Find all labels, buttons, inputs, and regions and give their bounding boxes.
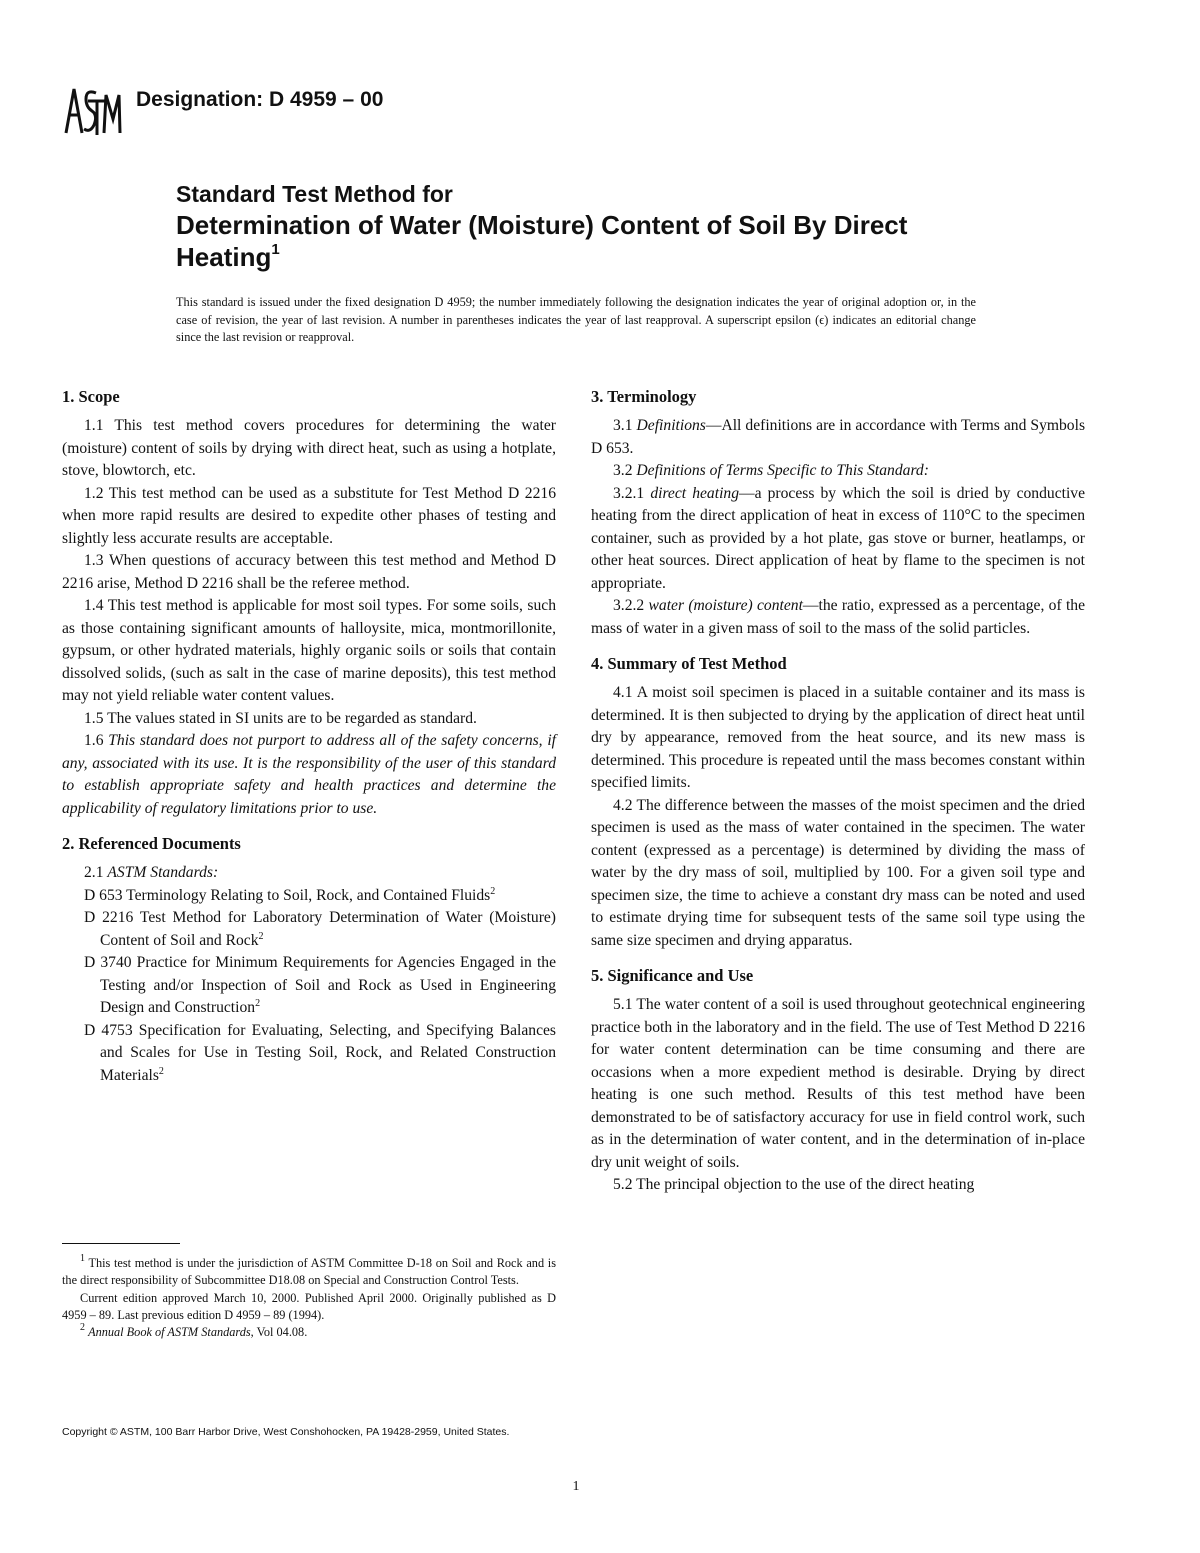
- section-heading-summary: 4. Summary of Test Method: [591, 654, 787, 673]
- paragraph-1-3: 1.3 When questions of accuracy between this test method and Method D 2216 arise, Method D 2216 shall be the referee method.: [62, 552, 556, 592]
- reference-text: D 2216 Test Method for Laboratory Determination of Water (Moisture) Content of Soil and Rock: [84, 909, 556, 949]
- title-main: [176, 209, 1136, 273]
- paragraph-1-6-text: This standard does not purport to address all of the safety concerns, if any, associated with its use. It is the responsibility of the user of this standard to establish appropriate safety and health practices and determine the applicability of regulatory limitations prior to use.: [62, 732, 556, 817]
- paragraph-3-2-2-number: 3.2.2: [613, 597, 649, 614]
- standard-notice: This standard is issued under the fixed designation D 4959; the number immediately following the designation indicates the year of original adoption or, in the case of revision, the year of last revision. A number in parentheses indicates the year of last reapproval. A superscript epsilon (ϵ) indicates an editorial change since the last revision or reapproval.: [176, 295, 976, 344]
- reference-text: D 653 Terminology Relating to Soil, Rock, and Contained Fluids: [84, 886, 491, 904]
- paragraph-3-1-text: —All definitions are in accordance with Terms and Symbols D 653.: [591, 417, 1086, 457]
- copyright: Copyright © ASTM, 100 Barr Harbor Drive, West Conshohocken, PA 19428-2959, United States.: [62, 1426, 510, 1438]
- reference-footnote-mark: 2: [490, 885, 496, 897]
- section-heading-referenced-documents: 2. Referenced Documents: [62, 834, 241, 853]
- paragraph-1-4: 1.4 This test method is applicable for most soil types. For some soils, such as those containing significant amounts of halloysite, mica, montmorillonite, gypsum, or other hydrated materials, highly organic soils or soils that contain dissolved solids, (such as salt in the case of marine deposits), this test method may not yield reliable water content values.: [62, 597, 556, 704]
- paragraph-3-1-term: Definitions: [636, 417, 706, 434]
- footnote-2-tail: , Vol 04.08.: [250, 1325, 308, 1340]
- paragraph-2-1-number: 2.1: [84, 864, 108, 881]
- paragraph-4-2: 4.2 The difference between the masses of the moist specimen and the dried specimen is used as the mass of water contained in the specimen. The water content (expressed as a percentage) is determined by dividing the mass of water by the dry mass of soil, multiplied by 100. For a given soil type and specimen size, the time to achieve a constant dry mass can be noted and used to estimate drying time for subsequent tests of the same soil type using the same size specimen and drying apparatus.: [591, 796, 1085, 949]
- paragraph-1-6-number: 1.6: [84, 732, 109, 749]
- reference-footnote-mark: 2: [158, 1065, 164, 1077]
- reference-d4753: [62, 1020, 556, 1088]
- paragraph-1-6: [62, 730, 556, 820]
- reference-text: D 4753 Specification for Evaluating, Selecting, and Specifying Balances and Scales for Use in Testing Soil, Rock, and Related Construction Materials: [84, 1021, 556, 1084]
- astm-logo-icon: [62, 85, 122, 137]
- footnote-1-edition: Current edition approved March 10, 2000. Published April 2000. Originally published as D 4959 – 89. Last previous edition D 4959 – 89 (1994).: [62, 1290, 556, 1322]
- section-heading-terminology: 3. Terminology: [591, 387, 697, 406]
- paragraph-1-5: 1.5 The values stated in SI units are to be regarded as standard.: [84, 709, 477, 727]
- reference-footnote-mark: 2: [255, 998, 261, 1009]
- section-heading-significance: 5. Significance and Use: [591, 966, 754, 985]
- left-column: [62, 386, 556, 1087]
- paragraph-2-1-text: ASTM Standards:: [107, 864, 219, 881]
- footnote-2-mark: 2: [80, 1322, 85, 1334]
- paragraph-5-1: 5.1 The water content of a soil is used throughout geotechnical engineering practice both in the laboratory and in the field. The use of Test Method D 2216 for water content determination can be time consuming and there are occasions when a more expedient method is desirable. Drying by direct heating is one such method. Results of this test method have been demonstrated to be of satisfactory accuracy for use in field control work, such as in the determination of water content, and in the determination of in-place dry unit weight of soils.: [591, 996, 1085, 1171]
- paragraph-3-2-1-term: direct heating: [650, 484, 739, 502]
- right-column: [591, 386, 1085, 1197]
- footnotes: [62, 1255, 556, 1341]
- page-number: 1: [572, 1479, 580, 1494]
- title-line-2: Determination of Water (Moisture) Content of Soil By Direct: [176, 210, 908, 240]
- footnote-1-mark: 1: [80, 1253, 85, 1264]
- paragraph-3-2-2: [591, 595, 1085, 640]
- paragraph-3-2-1-text: —a process by which the soil is dried by conductive heating from the direct application of heat in excess of 110°C to the specimen container, such as provided by a hot plate, gas stove or burner, heatlamps, or other heat sources. Direct application of heat by flame to the specimen is not appropriate.: [591, 484, 1086, 592]
- paragraph-3-2-text: Definitions of Terms Specific to This Standard:: [636, 462, 929, 479]
- reference-d2216: [62, 907, 556, 952]
- document-title: [176, 180, 1136, 273]
- paragraph-3-2: [591, 460, 1085, 483]
- paragraph-3-1-number: 3.1: [613, 417, 637, 434]
- section-heading-scope: 1. Scope: [62, 387, 120, 406]
- reference-text: D 3740 Practice for Minimum Requirements for Agencies Engaged in the Testing and/or Inspection of Soil and Rock as Used in Engineering Design and Construction: [84, 954, 556, 1016]
- paragraph-2-1: [62, 862, 556, 885]
- footnote-2-title: Annual Book of ASTM Standards: [88, 1325, 251, 1340]
- paragraph-4-1: 4.1 A moist soil specimen is placed in a suitable container and its mass is determined. It is then subjected to drying by the application of direct heat until dry by appearance, removed from the heat source, and its new mass is determined. This procedure is repeated until the mass becomes constant within specified limits.: [591, 684, 1085, 791]
- designation: Designation: D 4959 – 00: [136, 88, 384, 111]
- paragraph-5-2: 5.2 The principal objection to the use of the direct heating: [613, 1176, 975, 1193]
- paragraph-1-2: 1.2 This test method can be used as a substitute for Test Method D 2216 when more rapid results are desired to expedite other phases of testing and slightly less accurate results are acceptable.: [62, 484, 556, 547]
- footnote-divider: [62, 1243, 180, 1244]
- paragraph-3-2-1-number: 3.2.1: [613, 484, 651, 502]
- title-line-3: Heating: [176, 242, 272, 272]
- footnote-1: [62, 1255, 556, 1290]
- reference-d653: [62, 885, 556, 908]
- paragraph-3-2-2-term: water (moisture) content: [648, 597, 803, 614]
- footnote-1-text: This test method is under the jurisdiction of ASTM Committee D-18 on Soil and Rock and is the direct responsibility of Subcommittee D18.08 on Special and Construction Control Tests.: [62, 1256, 556, 1288]
- reference-footnote-mark: 2: [258, 930, 264, 942]
- paragraph-3-2-2-text: —the ratio, expressed as a percentage, of the mass of water in a given mass of soil to the mass of the solid particles.: [591, 597, 1085, 637]
- reference-d3740: [62, 952, 556, 1020]
- footnote-2: [62, 1324, 556, 1341]
- title-footnote-mark: 1: [271, 241, 280, 258]
- paragraph-1-1: 1.1 This test method covers procedures for determining the water (moisture) content of soils by drying with direct heat, such as using a hotplate, stove, blowtorch, etc.: [62, 417, 556, 479]
- title-line-1: Standard Test Method for: [176, 181, 453, 207]
- paragraph-3-2-1: [591, 483, 1085, 596]
- paragraph-3-1: [591, 415, 1085, 460]
- paragraph-3-2-number: 3.2: [613, 462, 637, 479]
